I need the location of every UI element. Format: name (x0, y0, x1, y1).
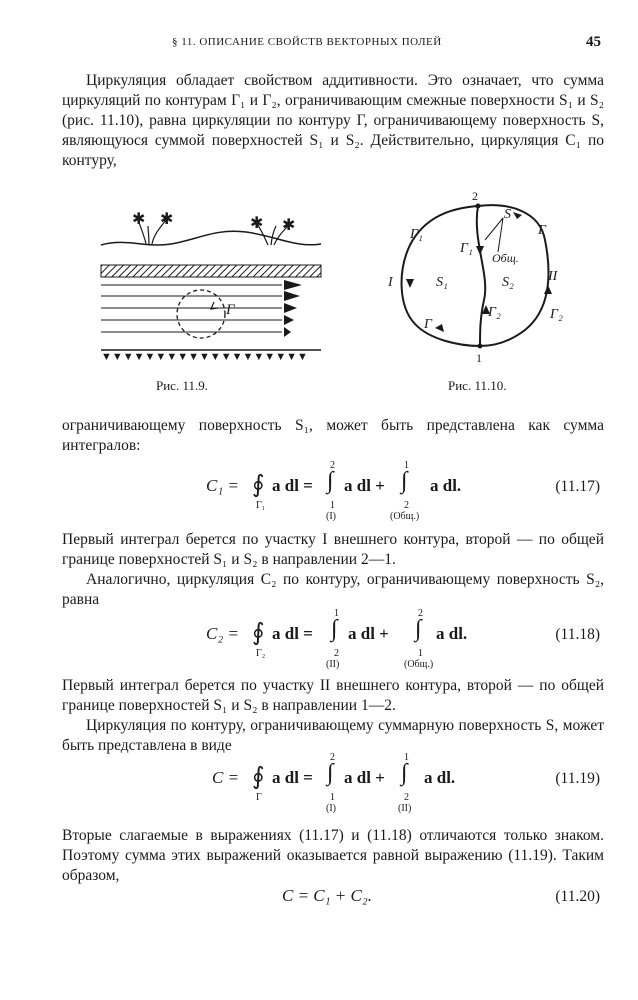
eq2-body: a dl = (272, 624, 313, 643)
equation-11-18: C₂ = ∮ Γ₂ a dl = 1 ∫ 2 (II) a dl + 2 ∫ 1 (Общ.) a dl. (11.18) (206, 608, 600, 670)
eq2-int1-body: a dl + (348, 624, 389, 643)
label-gamma-top: Γ (538, 223, 546, 238)
page-number: 45 (586, 34, 601, 50)
paragraph-s1-integral: ограничивающему поверхность S₁, может быть представлена как сумма интегралов: (62, 417, 604, 454)
label-gamma1-outer: Γ₁ (410, 227, 423, 242)
svg-text:▼▼▼▼▼▼▼▼▼▼▼▼▼▼▼▼▼▼▼: ▼▼▼▼▼▼▼▼▼▼▼▼▼▼▼▼▼▼▼ (101, 351, 308, 363)
eq1-int2-bot: 2 (404, 500, 409, 511)
label-I: I (388, 275, 393, 290)
eq2-number: (11.18) (555, 626, 600, 643)
equation-11-17: C₁ = ∮ Γ₁ a dl = 2 ∫ 1 (I) a dl + 1 ∫ 2 (Общ.) a dl. (11.17) (206, 460, 600, 522)
label-S2: S₂ (502, 275, 514, 290)
contour-arrow (211, 302, 218, 309)
eq1-int2-note: (Общ.) (390, 511, 420, 522)
eq2-oint-sub: Γ₂ (256, 648, 266, 659)
eq3-oint: ∮ (252, 764, 265, 790)
eq2-int2-bot: 1 (418, 648, 423, 659)
eq1-number: (11.17) (555, 478, 600, 495)
contour-gamma-dashed (177, 290, 225, 338)
eq3-int2-note: (II) (398, 803, 412, 814)
running-title: § 11. ОПИСАНИЕ СВОЙСТВ ВЕКТОРНЫХ ПОЛЕЙ (172, 36, 442, 48)
flow-lines (101, 285, 282, 332)
eq3-int1-top: 2 (330, 752, 335, 763)
point-2 (476, 204, 481, 209)
equation-11-19: C = ∮ Γ a dl = 2 ∫ 1 (I) a dl + 1 ∫ 2 (II) a dl. (11.19) (212, 752, 600, 814)
hatched-bank (101, 265, 321, 277)
eq2-int2-body: a dl. (436, 624, 468, 643)
plant-stars (132, 211, 295, 234)
eq3-int2-body: a dl. (424, 768, 456, 787)
page-header (0, 34, 638, 54)
eq1-int1-body: a dl + (344, 476, 385, 495)
eq2-oint: ∮ (252, 620, 265, 646)
eq3-int2-bot: 2 (404, 792, 409, 803)
eq3-int1-body: a dl + (344, 768, 385, 787)
caption-figure-11-9: Рис. 11.9. (156, 378, 208, 393)
eq1-int1-bot: 1 (330, 500, 335, 511)
bottom-bed (101, 350, 321, 363)
label-point-1: 1 (476, 351, 482, 365)
paragraph-total-circulation: Циркуляция по контуру, ограничивающему суммарную поверхность S, может быть представлена в виде (62, 717, 604, 754)
eq3-body: a dl = (272, 768, 313, 787)
paragraph-c2: Аналогично, циркуляция C₂ по контуру, ограничивающему поверхность S₂, равна (62, 571, 604, 608)
paragraph-first-integral-1: Первый интеграл берется по участку I внешнего контура, второй — по общей границе поверхностей S₁ и S₂ в направлении 2—1. (62, 531, 604, 568)
direction-arrows (406, 212, 552, 332)
eq3-int1-note: (I) (326, 803, 336, 814)
eq1-oint-sub: Γ₁ (256, 500, 266, 511)
equation-11-20 (0, 884, 638, 910)
label-II: II (548, 269, 558, 284)
eq3-oint-sub: Γ (256, 792, 262, 803)
caption-figure-11-10: Рис. 11.10. (448, 378, 507, 393)
eq3-int1-bot: 1 (330, 792, 335, 803)
eq1-int1-top: 2 (330, 460, 335, 471)
svg-text:✱: ✱ (132, 211, 146, 228)
eq4-number: (11.20) (555, 888, 600, 905)
point-1 (478, 344, 483, 349)
eq1-lhs: C₁ = (206, 476, 239, 495)
eq1-oint: ∮ (252, 472, 265, 498)
eq1-int1-note: (I) (326, 511, 336, 522)
svg-text:✱: ✱ (160, 211, 174, 228)
label-common: Общ. (492, 251, 519, 265)
figure-11-10 (380, 189, 580, 365)
eq1-int2-body: a dl. (430, 476, 462, 495)
label-gamma2-inner: Γ₂ (488, 305, 501, 320)
label-gamma1-inner: Γ₁ (460, 241, 473, 256)
paragraph-additivity: Циркуляция обладает свойством аддитивности. Это означает, что сумма циркуляций по контурам Γ₁ и Γ₂, ограничивающим смежные поверхности S₁ и S₂ (рис. 11.10), равна циркуляции по контуру Γ, ограничивающему поверхность S, являющуюся суммой поверхностей S₁ и S₂. Действительно, циркуляция C₁ по контуру, (62, 72, 604, 169)
flow-arrows (284, 280, 302, 337)
paragraph-conclusion: Вторые слагаемые в выражениях (11.17) и (11.18) отличаются только знаком. Поэтому сумма этих выражений оказывается равной выражению (11.19). Таким образом, (62, 827, 604, 884)
eq2-int2-top: 2 (418, 608, 423, 619)
label-S1: S₁ (436, 275, 448, 290)
eq3-int2-top: 1 (404, 752, 409, 763)
eq1-int2-top: 1 (404, 460, 409, 471)
eq1-body: a dl = (272, 476, 313, 495)
contour-label: Γ (226, 302, 235, 318)
eq2-lhs: C₂ = (206, 624, 239, 643)
s-pointer-lines (485, 218, 503, 252)
eq2-int1-note: (II) (326, 659, 340, 670)
label-gamma-left: Γ (424, 317, 432, 332)
figure-11-9 (96, 200, 326, 362)
paragraph-first-integral-2: Первый интеграл берется по участку II внешнего контура, второй — по общей границе поверхностей S₁ и S₂ в направлении 1—2. (62, 677, 604, 714)
eq2-int1-top: 1 (334, 608, 339, 619)
eq3-number: (11.19) (555, 770, 600, 787)
label-gamma2-outer: Γ₂ (550, 307, 563, 322)
eq3-lhs: C = (212, 768, 240, 787)
eq2-int1-bot: 2 (334, 648, 339, 659)
label-point-2: 2 (472, 189, 478, 203)
eq2-int2-note: (Общ.) (404, 659, 434, 670)
svg-text:✱: ✱ (282, 217, 296, 234)
eq4-body: C = C₁ + C₂. (282, 886, 373, 905)
common-boundary (477, 206, 485, 346)
label-S: S (504, 207, 511, 222)
svg-text:✱: ✱ (250, 215, 264, 232)
